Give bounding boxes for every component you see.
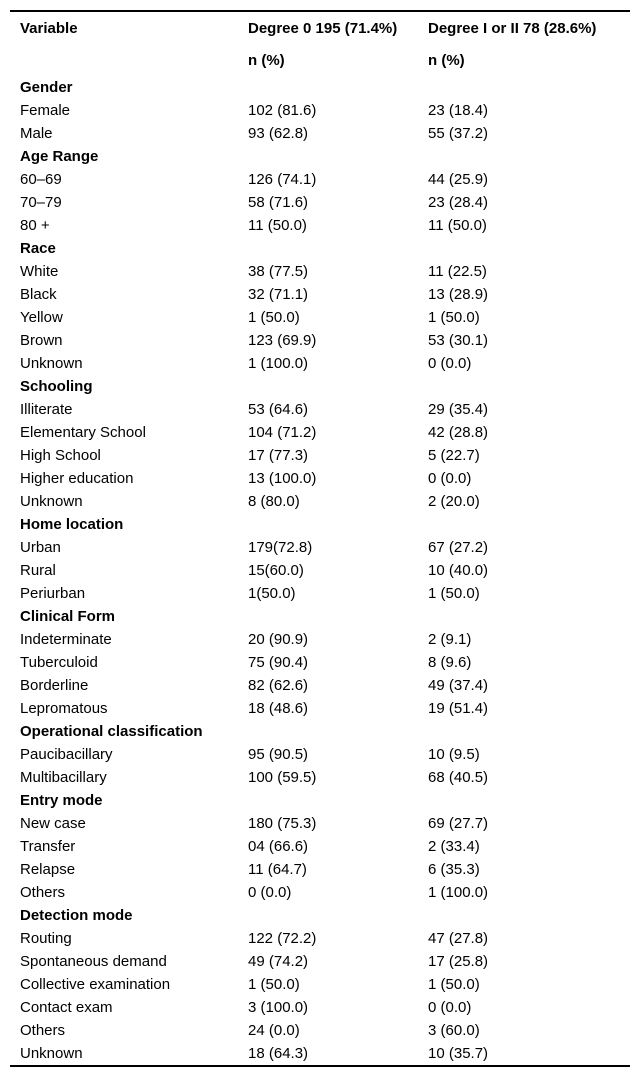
data-row bbox=[10, 812, 630, 835]
section-row bbox=[10, 605, 630, 628]
header-degree1-2: Degree I or II 78 (28.6%) bbox=[428, 19, 597, 37]
variable-cell: Male bbox=[20, 125, 53, 142]
degree1-2-cell: 2 (33.4) bbox=[428, 838, 480, 855]
section-title: Detection mode bbox=[20, 907, 133, 924]
variable-cell: Others bbox=[20, 884, 66, 901]
variable-cell: Female bbox=[20, 102, 71, 119]
degree1-2-cell: 8 (9.6) bbox=[428, 654, 472, 671]
data-row bbox=[10, 651, 630, 674]
degree1-2-cell: 1 (50.0) bbox=[428, 976, 480, 993]
degree1-2-cell: 29 (35.4) bbox=[428, 401, 489, 418]
data-row bbox=[10, 191, 630, 214]
section-title: Schooling bbox=[20, 378, 93, 395]
variable-cell: Borderline bbox=[20, 677, 89, 694]
degree0-cell: 13 (100.0) bbox=[248, 470, 317, 487]
degree0-cell: 3 (100.0) bbox=[248, 999, 309, 1016]
degree0-cell: 53 (64.6) bbox=[248, 401, 309, 418]
variable-cell: Others bbox=[20, 1022, 66, 1039]
degree1-2-cell: 0 (0.0) bbox=[428, 470, 472, 487]
variable-cell: Multibacillary bbox=[20, 769, 107, 786]
table-header bbox=[10, 11, 630, 76]
degree0-cell: 49 (74.2) bbox=[248, 953, 309, 970]
data-row bbox=[10, 122, 630, 145]
degree0-cell: 100 (59.5) bbox=[248, 769, 317, 786]
data-row bbox=[10, 973, 630, 996]
degree0-cell: 20 (90.9) bbox=[248, 631, 309, 648]
degree0-cell: 15(60.0) bbox=[248, 562, 304, 579]
variable-cell: Rural bbox=[20, 562, 56, 579]
degree0-cell: 38 (77.5) bbox=[248, 263, 309, 280]
degree0-cell: 1 (100.0) bbox=[248, 355, 309, 372]
degree1-2-cell: 11 (22.5) bbox=[428, 263, 487, 280]
data-row bbox=[10, 99, 630, 122]
results-table-container bbox=[10, 10, 630, 1067]
variable-cell: White bbox=[20, 263, 59, 280]
data-row bbox=[10, 352, 630, 375]
degree0-cell: 1 (50.0) bbox=[248, 976, 300, 993]
degree0-cell: 75 (90.4) bbox=[248, 654, 309, 671]
degree1-2-cell: 1 (50.0) bbox=[428, 309, 480, 326]
degree1-2-cell: 68 (40.5) bbox=[428, 769, 489, 786]
degree0-cell: 11 (64.7) bbox=[248, 861, 307, 878]
degree0-cell: 95 (90.5) bbox=[248, 746, 309, 763]
section-title: Clinical Form bbox=[20, 608, 116, 625]
degree0-cell: 8 (80.0) bbox=[248, 493, 300, 510]
data-row bbox=[10, 674, 630, 697]
section-title: Race bbox=[20, 240, 56, 257]
data-row bbox=[10, 260, 630, 283]
data-row bbox=[10, 927, 630, 950]
degree1-2-cell: 6 (35.3) bbox=[428, 861, 480, 878]
variable-cell: Illiterate bbox=[20, 401, 73, 418]
section-title: Operational classification bbox=[20, 723, 203, 740]
data-row bbox=[10, 559, 630, 582]
variable-cell: Tuberculoid bbox=[20, 654, 98, 671]
section-row bbox=[10, 76, 630, 99]
degree1-2-cell: 44 (25.9) bbox=[428, 171, 489, 188]
degree1-2-cell: 23 (18.4) bbox=[428, 102, 489, 119]
table-body bbox=[10, 76, 630, 1066]
data-row bbox=[10, 421, 630, 444]
degree0-cell: 180 (75.3) bbox=[248, 815, 317, 832]
degree1-2-cell: 69 (27.7) bbox=[428, 815, 489, 832]
degree1-2-cell: 3 (60.0) bbox=[428, 1022, 480, 1039]
variable-cell: 60–69 bbox=[20, 171, 62, 188]
data-row bbox=[10, 329, 630, 352]
data-row bbox=[10, 881, 630, 904]
variable-cell: Unknown bbox=[20, 493, 83, 510]
section-title: Home location bbox=[20, 516, 124, 533]
degree0-cell: 24 (0.0) bbox=[248, 1022, 300, 1039]
data-row bbox=[10, 996, 630, 1019]
data-row bbox=[10, 444, 630, 467]
data-row bbox=[10, 306, 630, 329]
variable-cell: Collective examination bbox=[20, 976, 171, 993]
data-row bbox=[10, 628, 630, 651]
degree1-2-cell: 23 (28.4) bbox=[428, 194, 489, 211]
section-row bbox=[10, 904, 630, 927]
section-title: Entry mode bbox=[20, 792, 103, 809]
header-degree0: Degree 0 195 (71.4%) bbox=[248, 19, 398, 37]
section-row bbox=[10, 145, 630, 168]
variable-cell: Transfer bbox=[20, 838, 76, 855]
degree1-2-cell: 17 (25.8) bbox=[428, 953, 489, 970]
data-row bbox=[10, 697, 630, 720]
degree1-2-cell: 0 (0.0) bbox=[428, 355, 472, 372]
degree0-cell: 58 (71.6) bbox=[248, 194, 309, 211]
section-row bbox=[10, 513, 630, 536]
degree1-2-cell: 19 (51.4) bbox=[428, 700, 489, 717]
data-row bbox=[10, 467, 630, 490]
data-row bbox=[10, 168, 630, 191]
section-title: Age Range bbox=[20, 148, 99, 165]
degree0-cell: 179(72.8) bbox=[248, 539, 313, 556]
degree0-cell: 82 (62.6) bbox=[248, 677, 309, 694]
degree0-cell: 123 (69.9) bbox=[248, 332, 317, 349]
degree1-2-cell: 2 (9.1) bbox=[428, 631, 472, 648]
data-row bbox=[10, 214, 630, 237]
variable-cell: Brown bbox=[20, 332, 63, 349]
degree1-2-cell: 2 (20.0) bbox=[428, 493, 480, 510]
degree0-cell: 104 (71.2) bbox=[248, 424, 317, 441]
degree0-cell: 04 (66.6) bbox=[248, 838, 309, 855]
degree1-2-cell: 53 (30.1) bbox=[428, 332, 489, 349]
degree1-2-cell: 67 (27.2) bbox=[428, 539, 489, 556]
data-row bbox=[10, 835, 630, 858]
data-row bbox=[10, 766, 630, 789]
degree0-cell: 93 (62.8) bbox=[248, 125, 309, 142]
section-row bbox=[10, 789, 630, 812]
header-row-subtitles bbox=[10, 44, 630, 76]
degree1-2-cell: 42 (28.8) bbox=[428, 424, 489, 441]
degree1-2-cell: 1 (100.0) bbox=[428, 884, 489, 901]
data-row bbox=[10, 950, 630, 973]
degree0-cell: 1(50.0) bbox=[248, 585, 296, 602]
degree0-cell: 122 (72.2) bbox=[248, 930, 317, 947]
degree0-cell: 18 (64.3) bbox=[248, 1045, 309, 1062]
degree1-2-cell: 13 (28.9) bbox=[428, 286, 489, 303]
variable-cell: Indeterminate bbox=[20, 631, 112, 648]
degree1-2-cell: 47 (27.8) bbox=[428, 930, 489, 947]
variable-cell: Contact exam bbox=[20, 999, 113, 1016]
variable-cell: Black bbox=[20, 286, 57, 303]
degree1-2-cell: 55 (37.2) bbox=[428, 125, 489, 142]
results-table bbox=[10, 10, 630, 1067]
variable-cell: Periurban bbox=[20, 585, 86, 602]
degree0-cell: 32 (71.1) bbox=[248, 286, 309, 303]
variable-cell: Routing bbox=[20, 930, 72, 947]
degree1-2-cell: 0 (0.0) bbox=[428, 999, 472, 1016]
degree1-2-cell: 5 (22.7) bbox=[428, 447, 480, 464]
degree1-2-cell: 10 (40.0) bbox=[428, 562, 489, 579]
data-row bbox=[10, 1042, 630, 1066]
variable-cell: New case bbox=[20, 815, 86, 832]
variable-cell: Higher education bbox=[20, 470, 134, 487]
data-row bbox=[10, 582, 630, 605]
section-title: Gender bbox=[20, 79, 73, 96]
data-row bbox=[10, 858, 630, 881]
variable-cell: Yellow bbox=[20, 309, 63, 326]
header-variable: Variable bbox=[20, 19, 78, 37]
degree0-cell: 11 (50.0) bbox=[248, 217, 307, 234]
degree1-2-cell: 11 (50.0) bbox=[428, 217, 487, 234]
degree0-cell: 1 (50.0) bbox=[248, 309, 300, 326]
variable-cell: 70–79 bbox=[20, 194, 62, 211]
variable-cell: Paucibacillary bbox=[20, 746, 113, 763]
variable-cell: Relapse bbox=[20, 861, 76, 878]
header-empty bbox=[10, 44, 248, 76]
data-row bbox=[10, 398, 630, 421]
header-n-pct-degree0: n (%) bbox=[248, 51, 285, 69]
variable-cell: Unknown bbox=[20, 1045, 83, 1062]
degree1-2-cell: 1 (50.0) bbox=[428, 585, 480, 602]
data-row bbox=[10, 283, 630, 306]
header-row-titles bbox=[10, 11, 630, 44]
variable-cell: Unknown bbox=[20, 355, 83, 372]
data-row bbox=[10, 536, 630, 559]
data-row bbox=[10, 490, 630, 513]
degree0-cell: 18 (48.6) bbox=[248, 700, 309, 717]
data-row bbox=[10, 743, 630, 766]
degree1-2-cell: 49 (37.4) bbox=[428, 677, 489, 694]
degree0-cell: 17 (77.3) bbox=[248, 447, 309, 464]
data-row bbox=[10, 1019, 630, 1042]
degree0-cell: 126 (74.1) bbox=[248, 171, 317, 188]
degree1-2-cell: 10 (9.5) bbox=[428, 746, 480, 763]
variable-cell: Spontaneous demand bbox=[20, 953, 167, 970]
variable-cell: Elementary School bbox=[20, 424, 146, 441]
section-row bbox=[10, 720, 630, 743]
section-row bbox=[10, 375, 630, 398]
degree1-2-cell: 10 (35.7) bbox=[428, 1045, 489, 1062]
degree0-cell: 0 (0.0) bbox=[248, 884, 292, 901]
variable-cell: Urban bbox=[20, 539, 61, 556]
variable-cell: Lepromatous bbox=[20, 700, 108, 717]
variable-cell: High School bbox=[20, 447, 101, 464]
section-row bbox=[10, 237, 630, 260]
degree0-cell: 102 (81.6) bbox=[248, 102, 317, 119]
variable-cell: 80 + bbox=[20, 217, 50, 234]
header-n-pct-degree1-2: n (%) bbox=[428, 51, 465, 69]
